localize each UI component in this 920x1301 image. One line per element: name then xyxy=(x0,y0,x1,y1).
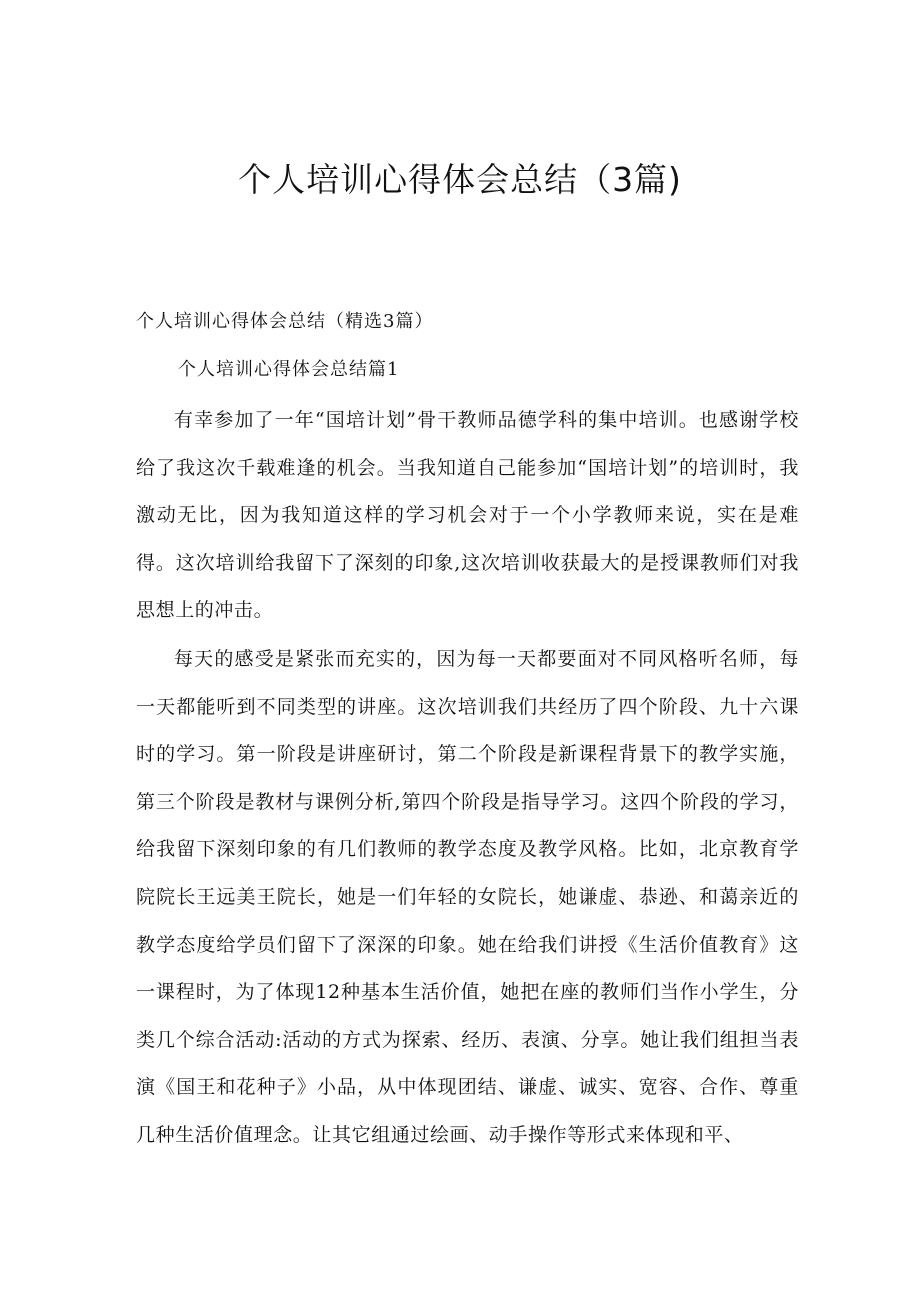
section-heading: 个人培训心得体会总结篇1 xyxy=(178,359,400,380)
document-subtitle: 个人培训心得体会总结（精选3篇） xyxy=(136,311,434,332)
body-paragraph: 每天的感受是紧张而充实的，因为每一天都要面对不同风格听名师，每一天都能听到不同类型的讲座。这次培训我们共经历了四个阶段、九十六课时的学习。第一阶段是讲座研讨，第二个阶段是新课程背景下的教学实施，第三个阶段是教材与课例分析,第四个阶段是指导学习。这四个阶段的学习，给我留下深刻印象的有几们教师的教学态度及教学风格。比如，北京教育学院院长王远美王院长，她是一们年轻的女院长，她谦虚、恭逊、和蔼亲近的教学态度给学员们留下了深深的印象。她在给我们讲授《生活价值教育》这一课程时，为了体现12种基本生活价值，她把在座的教师们当作小学生，分类几个综合活动:活动的方式为探索、经历、表演、分享。她让我们组担当表演《国王和花种子》小品，从中体现团结、谦虚、诚实、宽容、合作、尊重几种生活价值理念。让其它组通过绘画、动手操作等形式来体现和平、 xyxy=(136,648,799,1146)
document-title: 个人培训心得体会总结（3篇) xyxy=(238,160,682,199)
body-paragraph: 有幸参加了一年“国培计划”骨干教师品德学科的集中培训。也感谢学校给了我这次千载难逢的机会。当我知道自己能参加“国培计划”的培训时，我激动无比，因为我知道这样的学习机会对于一个小学教师来说，实在是难得。这次培训给我留下了深刻的印象,这次培训收获最大的是授课教师们对我思想上的冲击。 xyxy=(136,409,799,622)
